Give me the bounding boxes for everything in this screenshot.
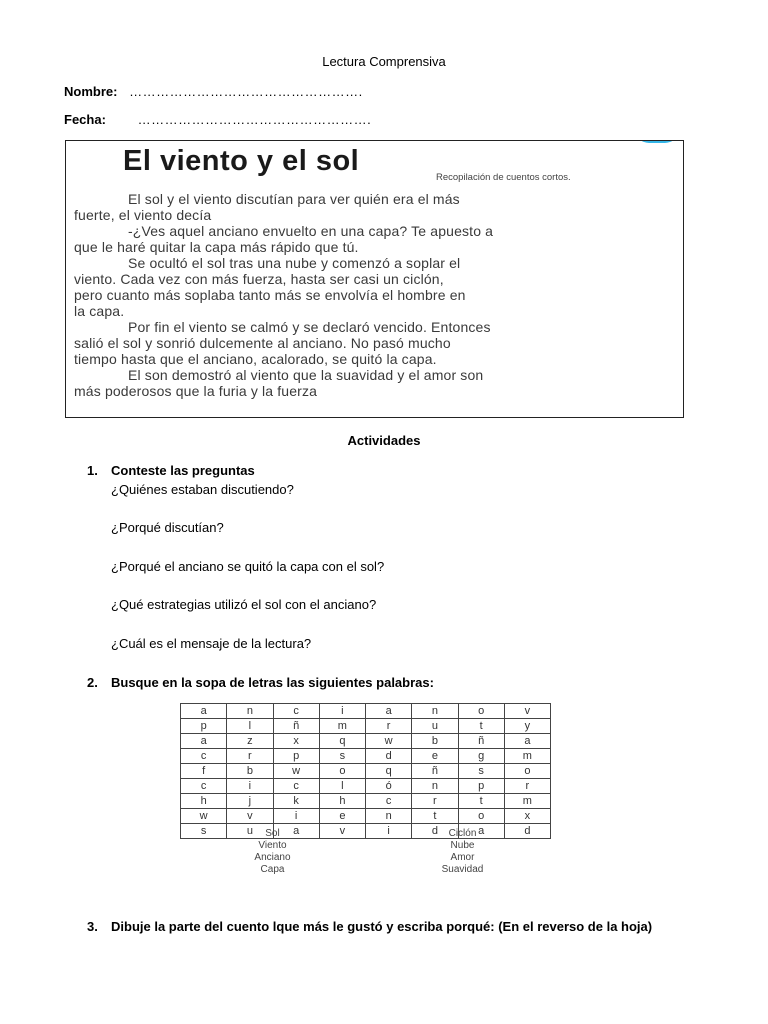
grid-row bbox=[181, 749, 551, 764]
grid-cell: ñ bbox=[412, 764, 458, 779]
nombre-field bbox=[64, 84, 363, 99]
grid-cell: n bbox=[227, 704, 273, 719]
grid-cell: a bbox=[504, 734, 550, 749]
grid-cell: i bbox=[227, 779, 273, 794]
grid-cell: v bbox=[227, 809, 273, 824]
grid-cell: r bbox=[412, 794, 458, 809]
grid-cell: t bbox=[412, 809, 458, 824]
story-line: que le haré quitar la capa más rápido que tú. bbox=[74, 239, 359, 255]
grid-cell: t bbox=[458, 794, 504, 809]
grid-cell: d bbox=[412, 824, 458, 839]
story-line: tiempo hasta que el anciano, acalorado, se quitó la capa. bbox=[74, 351, 437, 367]
grid-cell: c bbox=[181, 779, 227, 794]
word-list-right bbox=[410, 828, 515, 876]
grid-cell: v bbox=[504, 704, 550, 719]
grid-cell: z bbox=[227, 734, 273, 749]
grid-cell: o bbox=[458, 809, 504, 824]
story-line: El son demostró al viento que la suavidad y el amor son bbox=[128, 367, 484, 383]
story-line: Se ocultó el sol tras una nube y comenzó a soplar el bbox=[128, 255, 461, 271]
grid-cell: l bbox=[227, 719, 273, 734]
item1-heading: Conteste las preguntas bbox=[111, 463, 255, 478]
word-item: Nube bbox=[450, 840, 475, 851]
grid-cell: m bbox=[504, 749, 550, 764]
grid-cell: o bbox=[458, 704, 504, 719]
grid-cell: k bbox=[273, 794, 319, 809]
fecha-field bbox=[64, 112, 371, 127]
item1-number: 1. bbox=[87, 463, 98, 478]
story-line: El sol y el viento discutían para ver quién era el más bbox=[128, 191, 460, 207]
word-item: Capa bbox=[260, 864, 285, 875]
grid-cell: w bbox=[273, 764, 319, 779]
item3-number: 3. bbox=[87, 919, 98, 934]
grid-cell: x bbox=[273, 734, 319, 749]
question-5: ¿Cuál es el mensaje de la lectura? bbox=[111, 636, 312, 651]
grid-cell: h bbox=[181, 794, 227, 809]
grid-cell: a bbox=[366, 704, 412, 719]
grid-cell: c bbox=[366, 794, 412, 809]
grid-cell: a bbox=[273, 824, 319, 839]
word-list-left bbox=[225, 828, 320, 876]
grid-cell: t bbox=[458, 719, 504, 734]
grid-row bbox=[181, 734, 551, 749]
grid-cell: n bbox=[412, 779, 458, 794]
grid-cell: u bbox=[227, 824, 273, 839]
grid-cell: w bbox=[366, 734, 412, 749]
grid-cell: o bbox=[504, 764, 550, 779]
story-line: la capa. bbox=[74, 303, 125, 319]
grid-cell: y bbox=[504, 719, 550, 734]
grid-cell: x bbox=[504, 809, 550, 824]
fecha-label: Fecha: bbox=[64, 112, 106, 127]
nombre-label: Nombre: bbox=[64, 84, 118, 99]
word-item: Sol bbox=[265, 828, 280, 839]
word-search-grid bbox=[180, 703, 551, 839]
grid-cell: ñ bbox=[273, 719, 319, 734]
grid-cell: p bbox=[273, 749, 319, 764]
story-box bbox=[65, 140, 684, 418]
grid-cell: a bbox=[181, 704, 227, 719]
item2-number: 2. bbox=[87, 675, 98, 690]
story-line: -¿Ves aquel anciano envuelto en una capa? Te apuesto a bbox=[128, 223, 494, 239]
story-line: viento. Cada vez con más fuerza, hasta ser casi un ciclón, bbox=[74, 271, 444, 287]
grid-cell: v bbox=[319, 824, 365, 839]
grid-cell: j bbox=[227, 794, 273, 809]
grid-cell: p bbox=[181, 719, 227, 734]
worksheet-title: Lectura Comprensiva bbox=[322, 54, 446, 69]
grid-cell: l bbox=[319, 779, 365, 794]
grid-row bbox=[181, 764, 551, 779]
word-item: Amor bbox=[450, 852, 475, 863]
grid-cell: i bbox=[319, 704, 365, 719]
grid-cell: m bbox=[504, 794, 550, 809]
grid-cell: n bbox=[412, 704, 458, 719]
question-2: ¿Porqué discutían? bbox=[111, 520, 224, 535]
grid-cell: i bbox=[366, 824, 412, 839]
grid-cell: f bbox=[181, 764, 227, 779]
item3-heading: Dibuje la parte del cuento lque más le gustó y escriba porqué: (En el reverso de la hoja) bbox=[111, 919, 653, 934]
grid-cell: d bbox=[366, 749, 412, 764]
nombre-blank: ……………………………………………. bbox=[129, 84, 363, 99]
grid-cell: s bbox=[181, 824, 227, 839]
grid-cell: q bbox=[319, 734, 365, 749]
grid-cell: a bbox=[458, 824, 504, 839]
grid-cell: c bbox=[273, 704, 319, 719]
activities-title: Actividades bbox=[347, 433, 421, 448]
story-line: salió el sol y sonrió dulcemente al anciano. No pasó mucho bbox=[74, 335, 451, 351]
story-line: fuerte, el viento decía bbox=[74, 207, 212, 223]
grid-cell: h bbox=[319, 794, 365, 809]
grid-cell: r bbox=[227, 749, 273, 764]
grid-row bbox=[181, 809, 551, 824]
word-item: Suavidad bbox=[441, 864, 484, 875]
grid-cell: r bbox=[504, 779, 550, 794]
item2-heading: Busque en la sopa de letras las siguientes palabras: bbox=[111, 675, 434, 690]
story-subtitle: Recopilación de cuentos cortos. bbox=[436, 172, 571, 183]
grid-cell: s bbox=[319, 749, 365, 764]
grid-cell: e bbox=[319, 809, 365, 824]
grid-row bbox=[181, 704, 551, 719]
grid-cell: p bbox=[458, 779, 504, 794]
grid-cell: d bbox=[504, 824, 550, 839]
grid-cell: q bbox=[366, 764, 412, 779]
word-item: Ciclón bbox=[448, 828, 477, 839]
question-4: ¿Qué estrategias utilizó el sol con el anciano? bbox=[111, 597, 377, 612]
grid-cell: c bbox=[181, 749, 227, 764]
grid-cell: ñ bbox=[458, 734, 504, 749]
grid-cell: o bbox=[319, 764, 365, 779]
story-text bbox=[74, 191, 678, 399]
grid-cell: b bbox=[412, 734, 458, 749]
grid-cell: u bbox=[412, 719, 458, 734]
grid-cell: g bbox=[458, 749, 504, 764]
question-1: ¿Quiénes estaban discutiendo? bbox=[111, 482, 294, 497]
grid-cell: i bbox=[273, 809, 319, 824]
word-item: Anciano bbox=[254, 852, 291, 863]
grid-cell: m bbox=[319, 719, 365, 734]
fecha-blank: ……………………………………………. bbox=[137, 112, 372, 127]
grid-cell: s bbox=[458, 764, 504, 779]
grid-cell: c bbox=[273, 779, 319, 794]
word-item: Viento bbox=[258, 840, 287, 851]
grid-cell: w bbox=[181, 809, 227, 824]
grid-cell: a bbox=[181, 734, 227, 749]
story-line: pero cuanto más soplaba tanto más se envolvía el hombre en bbox=[74, 287, 466, 303]
grid-cell: b bbox=[227, 764, 273, 779]
question-3: ¿Porqué el anciano se quitó la capa con el sol? bbox=[111, 559, 385, 574]
story-line: Por fin el viento se calmó y se declaró vencido. Entonces bbox=[128, 319, 491, 335]
story-title: El viento y el sol bbox=[123, 145, 360, 177]
grid-cell: e bbox=[412, 749, 458, 764]
grid-row bbox=[181, 719, 551, 734]
decorative-corner-shape bbox=[635, 140, 679, 143]
grid-cell: r bbox=[366, 719, 412, 734]
grid-cell: ó bbox=[366, 779, 412, 794]
grid-cell: n bbox=[366, 809, 412, 824]
story-line: más poderosos que la furia y la fuerza bbox=[74, 383, 318, 399]
grid-row bbox=[181, 794, 551, 809]
grid-row bbox=[181, 779, 551, 794]
